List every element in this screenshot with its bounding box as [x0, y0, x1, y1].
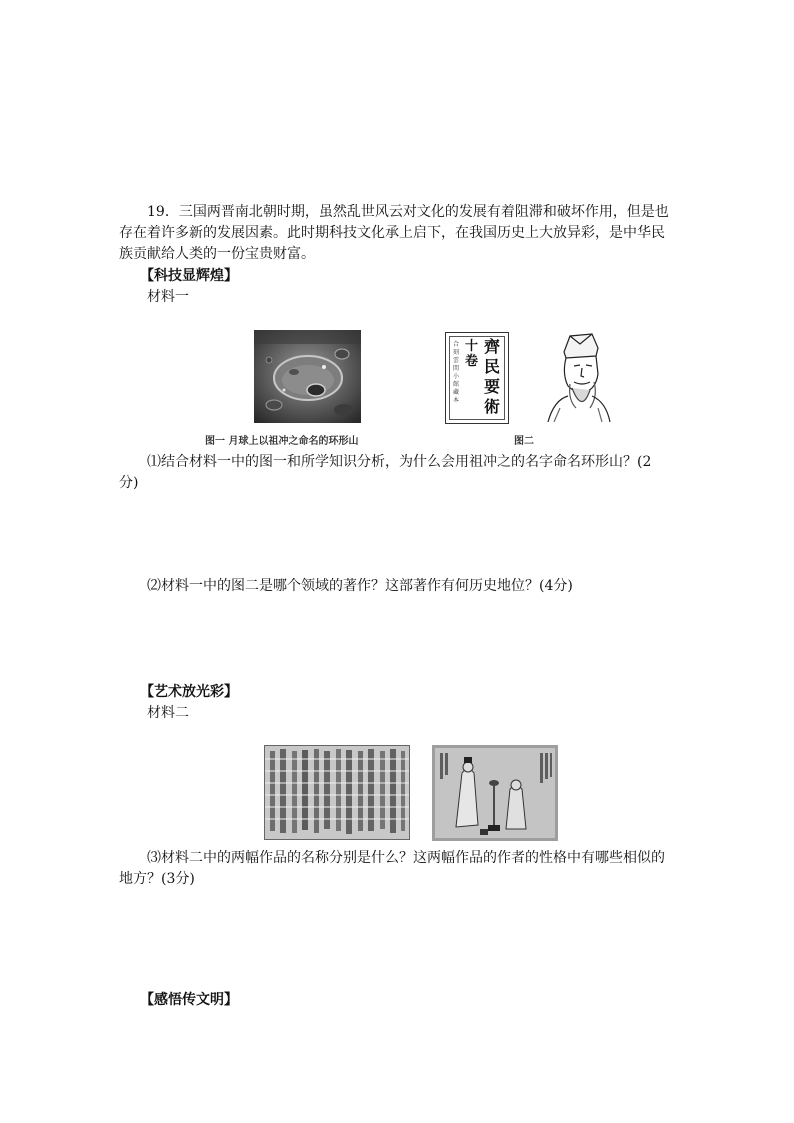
material-two-label: 材料二 — [147, 705, 189, 721]
moon-crater-image — [254, 330, 361, 423]
book-title-main: 齊民要術 — [484, 337, 501, 416]
book-title-small: 合刻雲間小館藏本 — [453, 341, 460, 404]
question-intro-line3: 族贡献给人类的一份宝贵财富。 — [119, 246, 315, 262]
question-intro-line2: 存在着许多新的发展因素。此时期科技文化承上启下，在我国历史上大放异彩，是中华民 — [119, 225, 665, 241]
material-one-label: 材料一 — [147, 289, 189, 305]
section-title-civilization: 【感悟传文明】 — [140, 992, 238, 1008]
book-cover-image — [445, 332, 509, 424]
calligraphy-image — [264, 745, 410, 840]
question-3-line2: 地方？(3分) — [119, 871, 195, 887]
section-title-art: 【艺术放光彩】 — [140, 684, 238, 700]
figure-two-caption: 图二 — [514, 436, 534, 447]
question-3-line1: ⑶材料二中的两幅作品的名称分别是什么？这两幅作品的作者的性格中有哪些相似的 — [147, 850, 665, 866]
question-1-line2: 分) — [119, 475, 139, 491]
portrait-drawing — [540, 330, 618, 422]
section-title-tech: 【科技显辉煌】 — [140, 268, 238, 284]
book-title-volumes: 十卷 — [465, 339, 479, 369]
question-2: ⑵材料一中的图二是哪个领域的著作？这部著作有何历史地位？(4分) — [147, 578, 573, 594]
figure-one-caption: 图一 月球上以祖冲之命名的环形山 — [205, 436, 359, 447]
question-1-line1: ⑴结合材料一中的图一和所学知识分析，为什么会用祖冲之的名字命名环形山？(2 — [147, 454, 652, 470]
question-intro-line1: 19．三国两晋南北朝时期，虽然乱世风云对文化的发展有着阻滞和破坏作用，但是也 — [147, 204, 669, 220]
painting-image — [432, 745, 558, 841]
